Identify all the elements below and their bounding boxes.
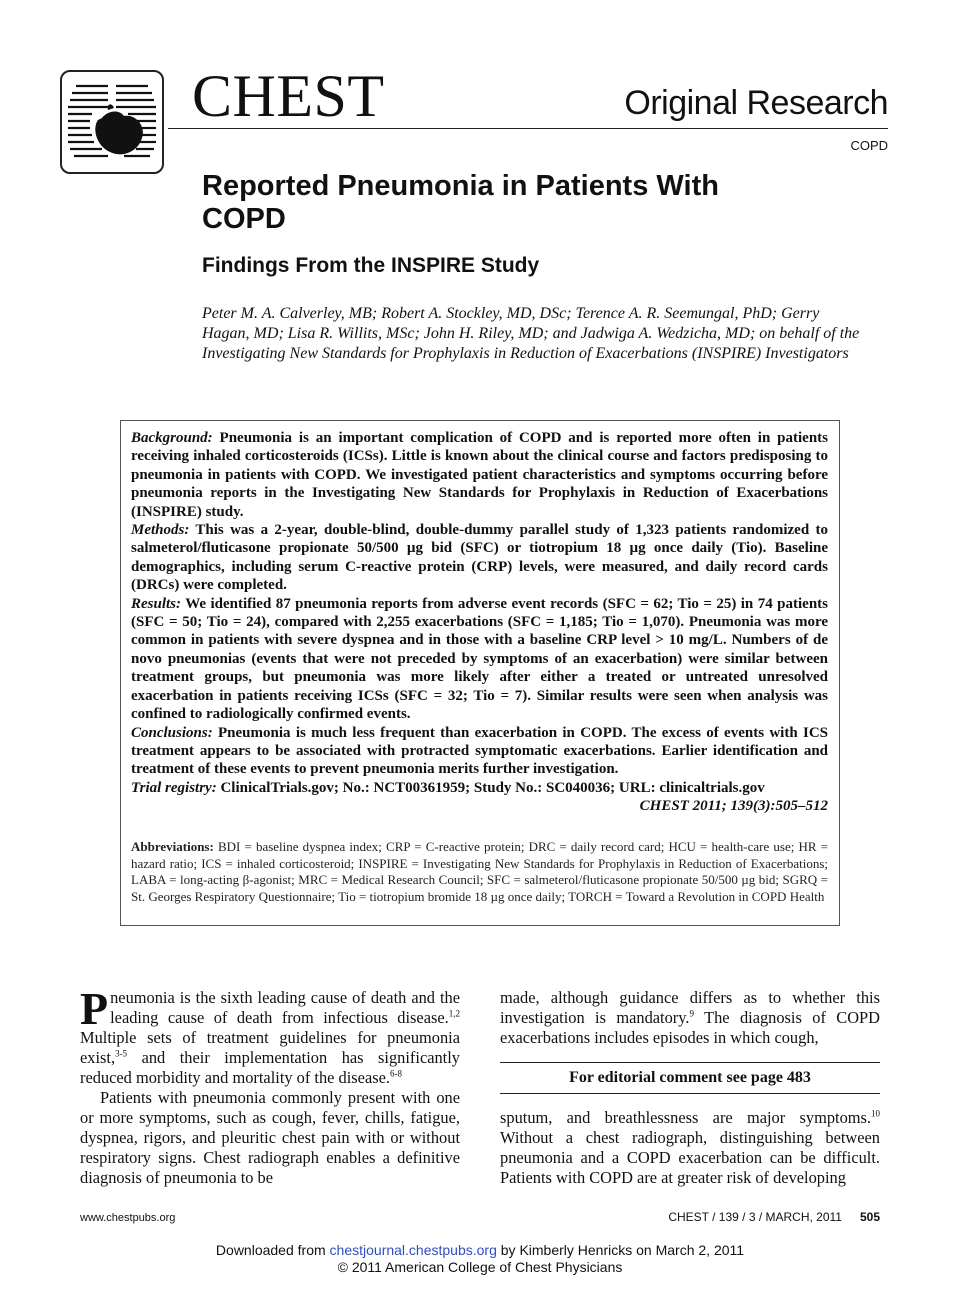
background-text: Pneumonia is an important complication of COPD and is reported more often in patients receiving inhaled corticosteroids (ICSs). Little is known about the clinical course and factors predisposing to pneumonia in patients with COPD. We investigated patient characteristics and symptoms occurring before pneumonia reports in the Investigating New Standards for Prophylaxis in Reduction of Exacerbations (INSPIRE) study. — [131, 430, 829, 520]
section-label: Original Research — [624, 84, 888, 122]
body-text: made, although guidance differs as to whether this investigation is mandatory. — [500, 988, 880, 1027]
body-text: and their implementation has significantly reduced morbidity and mortality of the disease. — [80, 1048, 460, 1087]
body-paragraph-1 — [80, 983, 460, 1088]
abbreviations-label: Abbreviations: — [131, 839, 214, 855]
body-text: Multiple sets of treatment guidelines for pneumonia exist, — [80, 1028, 460, 1067]
issue-text: CHEST / 139 / 3 / MARCH, 2011 — [668, 1210, 842, 1224]
body-paragraph-2: Patients with pneumonia commonly present with one or more symptoms, such as cough, fever, chills, fatigue, dyspnea, rigors, and pleuritic chest pain with or without respiratory signs. Chest radiograph enables a definitive diagnosis of pneumonia to be — [80, 1088, 460, 1187]
reference-marker: 10 — [871, 1108, 880, 1119]
abstract-trial-registry — [131, 779, 828, 797]
abstract-conclusions — [131, 724, 828, 779]
abstract-box — [120, 420, 840, 926]
results-text: We identified 87 pneumonia reports from adverse event records (SFC = 62; Tio = 25) in 74 patients (SFC = 50; Tio = 24), compared with 2,255 exacerbations (SFC = 1,185; Tio = 1,070). Pneumonia was more common in patients with severe dyspnea and in those with a baseline CRP level > 10 mg/L. Numbers of de novo pneumonias (events that were not preceded by symptoms of an exacerbation) were similar between treatment groups, but pneumonia was more likely after either a treated or untreated unresolved exacerbation in patients receiving ICSs (SFC = 32; Tio = 7). Similar results were seen when analysis was confined to radiologically confirmed events. — [131, 595, 828, 723]
subsection-label: COPD — [850, 138, 888, 153]
author-list: Peter M. A. Calverley, MB; Robert A. Stockley, MD, DSc; Terence A. R. Seemungal, PhD; Gerry Hagan, MD; Lisa R. Willits, MSc; John H. Riley, MD; and Jadwiga A. Wedzicha, MD; on behalf of the Investigating New Standards for Prophylaxis in Reduction of Exacerbations (INSPIRE) Investigators — [202, 305, 860, 362]
abstract-methods — [131, 521, 828, 595]
reference-marker: 1,2 — [448, 1008, 460, 1019]
download-line — [0, 1242, 960, 1259]
abbreviations — [131, 839, 828, 905]
header-divider — [168, 128, 888, 129]
lungs-logo-icon — [62, 72, 162, 172]
footer-issue-info — [668, 1210, 880, 1224]
conclusions-text: Pneumonia is much less frequent than exacerbation in COPD. The excess of events with ICS treatment appears to be associated with protracted symptomatic exacerbations. Earlier identification and treatment of these events to prevent pneumonia merits further investigation. — [131, 724, 829, 778]
copyright: © 2011 American College of Chest Physicians — [337, 1259, 623, 1275]
download-notice — [0, 1242, 960, 1276]
abbreviations-text: BDI = baseline dyspnea index; CRP = C-reactive protein; DRC = daily record card; HCU = health-care use; HR = hazard ratio; ICS = inhaled corticosteroid; INSPIRE = Investigating New Standards for Prophylaxis in Reduction of Exacerbations; LABA = long-acting β-agonist; MRC = Medical Research Council; SFC = salmeterol/fluticasone propionate 50/500 µg bid; SGRQ = St. Georges Respiratory Questionnaire; Tio = tiotropium bromide 18 µg once daily; TORCH = Toward a Revolution in COPD Health — [131, 839, 828, 904]
citation: CHEST 2011; 139(3):505–512 — [639, 798, 828, 815]
body-column-right-bottom — [500, 1108, 880, 1188]
article-subtitle: Findings From the INSPIRE Study — [202, 254, 540, 277]
download-suffix: by Kimberly Henricks on March 2, 2011 — [496, 1242, 745, 1258]
conclusions-label: Conclusions: — [131, 724, 213, 741]
page-number: 505 — [859, 1210, 880, 1224]
body-text: sputum, and breathlessness are major symptoms. — [500, 1108, 871, 1127]
reference-marker: 3-5 — [115, 1048, 128, 1059]
background-label: Background: — [131, 430, 213, 446]
reference-marker: 9 — [689, 1008, 694, 1019]
trial-label: Trial registry: — [131, 779, 217, 796]
body-text: neumonia is the sixth leading cause of death and the leading cause of death from infectious disease. — [110, 988, 460, 1027]
download-link[interactable]: chestjournal.chestpubs.org — [329, 1242, 497, 1258]
drop-cap: P — [80, 983, 109, 1034]
article-title: Reported Pneumonia in Patients With COPD — [202, 170, 719, 235]
body-column-left — [80, 983, 460, 1188]
footer-website[interactable]: www.chestpubs.org — [80, 1212, 176, 1224]
methods-label: Methods: — [131, 522, 190, 539]
results-label: Results: — [131, 595, 182, 612]
abstract-results — [131, 595, 828, 724]
download-prefix: Downloaded from — [215, 1242, 330, 1258]
editorial-comment-link[interactable]: For editorial comment see page 483 — [500, 1062, 880, 1094]
body-paragraph-3 — [500, 988, 880, 1048]
journal-name: CHEST — [192, 63, 385, 129]
journal-logo — [60, 70, 164, 174]
abstract-background — [131, 429, 828, 521]
reference-marker: 6-8 — [389, 1068, 402, 1079]
body-paragraph-4 — [500, 1108, 880, 1188]
body-column-right-top — [500, 988, 880, 1048]
body-text: The diagnosis of COPD exacerbations includes episodes in which cough, — [500, 1008, 880, 1047]
trial-text: ClinicalTrials.gov; No.: NCT00361959; Study No.: SC040036; URL: clinicaltrials.gov — [220, 779, 765, 796]
methods-text: This was a 2-year, double-blind, double-dummy parallel study of 1,323 patients randomized to salmeterol/fluticasone propionate 50/500 µg bid (SFC) or tiotropium 18 µg once daily (Tio). Baseline demographics, including serum C-reactive protein (CRP) levels, were measured, and daily record cards (DRCs) were completed. — [131, 522, 828, 594]
body-text: Without a chest radiograph, distinguishing between pneumonia and a COPD exacerbation can be difficult. Patients with COPD are at greater risk of developing — [500, 1128, 880, 1187]
